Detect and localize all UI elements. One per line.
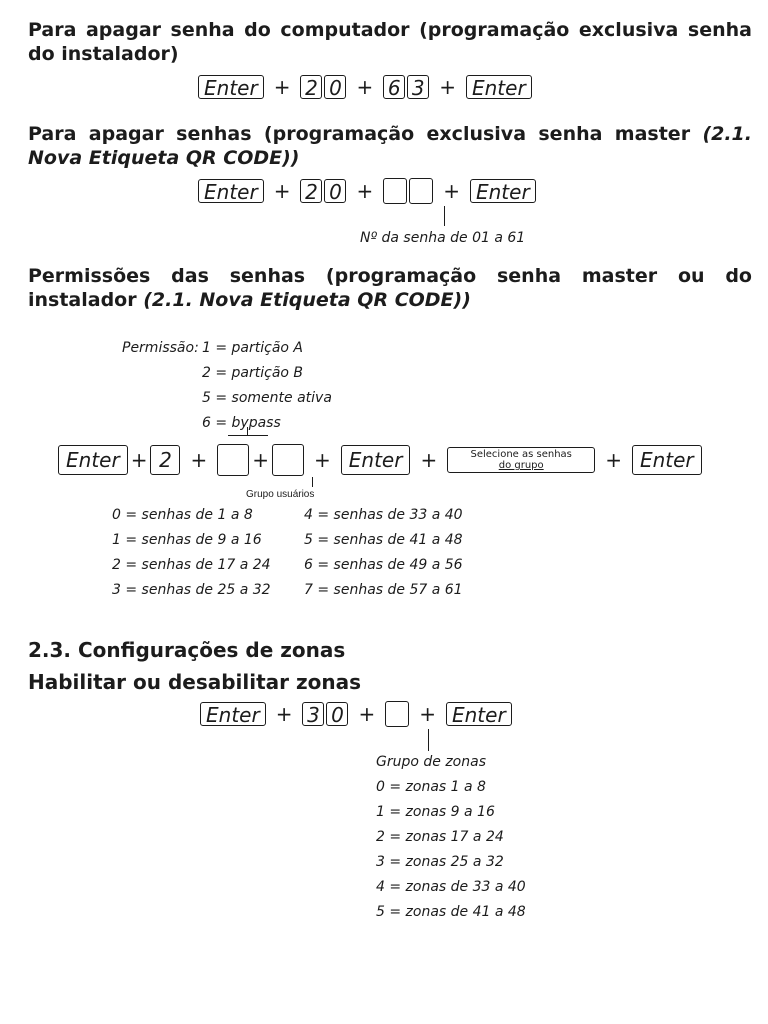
plus-sign: + [420,448,438,472]
group-label: Grupo usuários [246,489,315,500]
zone-item: 0 = zonas 1 a 8 [376,779,486,795]
zone-item: 2 = zonas 17 a 24 [376,829,504,845]
group-item: 6 = senhas de 49 a 56 [304,557,463,573]
select-group-key [447,447,595,473]
plus-sign: + [275,702,293,726]
sequence-permissoes [58,444,702,476]
plus-sign: + [605,448,622,472]
pointer-line [312,477,313,487]
zone-item: 4 = zonas de 33 a 40 [376,879,526,895]
enter-key: Enter [198,75,264,99]
group-item: 5 = senhas de 41 a 48 [304,532,463,548]
plus-sign: + [358,702,376,726]
group-item: 0 = senhas de 1 a 8 [112,507,253,523]
digit-key: 6 [383,75,405,99]
section-title: 2.3. Configurações de zonas [28,638,346,662]
plus-sign: + [190,448,208,472]
plus-sign: + [356,75,374,99]
blank-digit-key [272,444,304,476]
digit-key: 0 [326,702,348,726]
heading-permissoes [28,264,752,312]
permission-item: 6 = bypass [202,415,281,431]
bracket-line [228,435,268,436]
zone-group-label: Grupo de zonas [376,754,486,770]
permission-list [202,336,332,436]
zone-item: 5 = zonas de 41 a 48 [376,904,526,920]
heading-text: Permissões das senhas (programação senha master ou do instalador [28,265,752,311]
enter-key: Enter [58,445,128,475]
group-item: 1 = senhas de 9 a 16 [112,532,262,548]
digit-key: 2 [150,445,180,475]
heading-apagar-senhas [28,122,752,170]
note-senha-range: Nº da senha de 01 a 61 [360,230,526,246]
digit-key: 2 [300,179,322,203]
permission-item: 2 = partição B [202,365,304,381]
heading-apagar-computador: Para apagar senha do computador (programação exclusiva senha do instalador) [28,19,752,65]
plus-sign: + [273,75,291,99]
plus-sign: + [273,179,291,203]
zone-item: 3 = zonas 25 a 32 [376,854,504,870]
plus-sign: + [313,448,331,472]
plus-sign: + [443,179,460,203]
plus-sign: + [419,702,436,726]
select-text: do grupo [498,460,544,471]
digit-key: 2 [300,75,322,99]
plus-sign: + [356,179,374,203]
sequence-zonas [200,701,512,727]
digit-key: 0 [324,179,346,203]
plus-sign: + [130,448,148,472]
group-item: 7 = senhas de 57 a 61 [304,582,463,598]
enter-key: Enter [470,179,536,203]
section-subtitle: Habilitar ou desabilitar zonas [28,670,362,694]
zone-list [376,750,526,925]
heading-reference: (2.1. Nova Etiqueta QR CODE)) [143,289,471,311]
blank-digit-key [409,178,433,204]
sequence-apagar-computador [198,74,532,100]
group-item: 2 = senhas de 17 a 24 [112,557,271,573]
select-text: Selecione as senhas [470,449,572,460]
enter-key: Enter [466,75,532,99]
permission-item: 5 = somente ativa [202,390,332,406]
sequence-apagar-senhas [198,178,536,204]
blank-digit-key [385,701,409,727]
permission-label: Permissão: [122,340,199,356]
bracket-tick [247,427,248,436]
heading-reference: (2.1. Nova Etiqueta QR CODE)) [28,123,752,169]
blank-digit-key [383,178,407,204]
enter-key: Enter [200,702,266,726]
permission-item: 1 = partição A [202,340,304,356]
digit-key: 3 [407,75,429,99]
group-item: 3 = senhas de 25 a 32 [112,582,271,598]
blank-digit-key [217,444,249,476]
zone-item: 1 = zonas 9 a 16 [376,804,495,820]
digit-key: 3 [302,702,324,726]
group-item: 4 = senhas de 33 a 40 [304,507,463,523]
heading-text: Para apagar senhas (programação exclusiva senha master [28,123,703,145]
pointer-line [428,729,429,751]
enter-key: Enter [341,445,411,475]
pointer-line [444,206,445,226]
digit-key: 0 [324,75,346,99]
enter-key: Enter [198,179,264,203]
enter-key: Enter [632,445,702,475]
plus-sign: + [439,75,456,99]
enter-key: Enter [446,702,512,726]
group-table [112,503,494,603]
plus-sign: + [252,448,269,472]
